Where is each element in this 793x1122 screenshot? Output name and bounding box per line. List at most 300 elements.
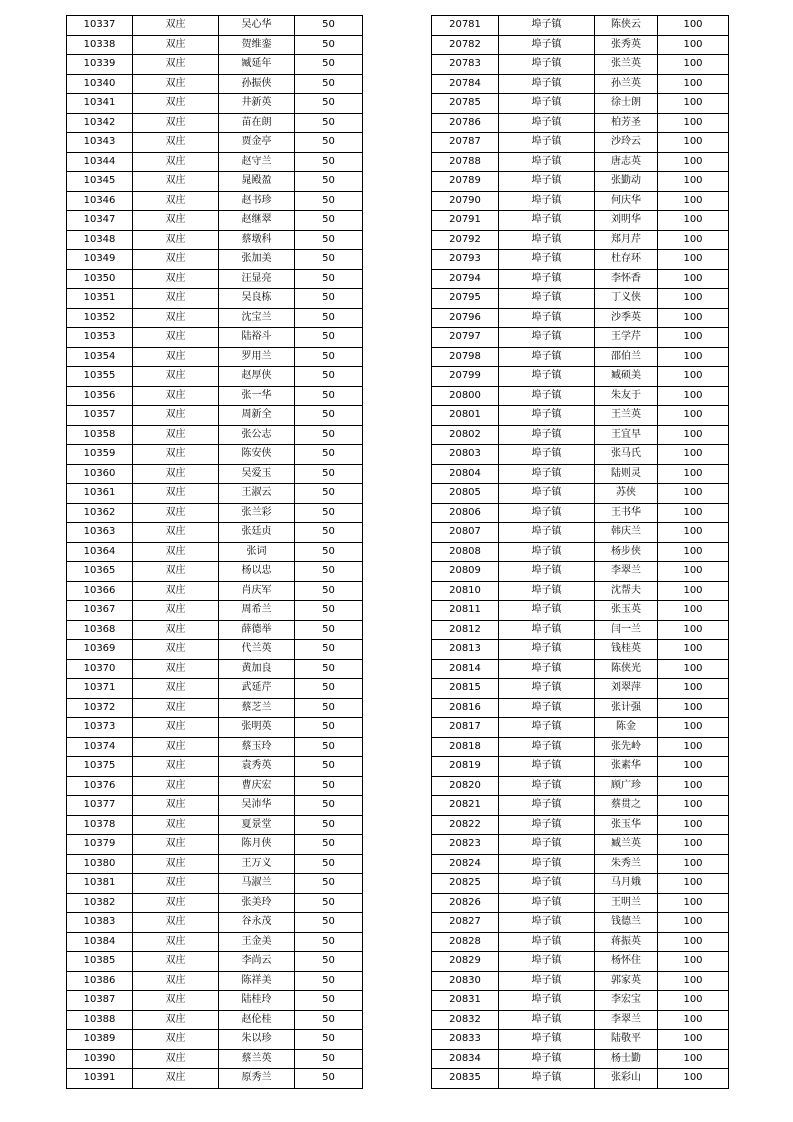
table-row	[432, 932, 729, 952]
table-row	[67, 718, 363, 738]
id-cell: 20783	[432, 55, 499, 75]
table-row	[432, 601, 729, 621]
id-cell: 10369	[67, 640, 133, 660]
town-cell: 双庄	[133, 1010, 219, 1030]
id-cell: 20795	[432, 289, 499, 309]
id-cell: 10339	[67, 55, 133, 75]
name-cell: 沈帮夫	[595, 581, 658, 601]
table-row	[432, 542, 729, 562]
name-cell: 臧延年	[219, 55, 295, 75]
id-cell: 10343	[67, 133, 133, 153]
town-cell: 埠子镇	[499, 1049, 595, 1069]
town-cell: 埠子镇	[499, 113, 595, 133]
town-cell: 埠子镇	[499, 74, 595, 94]
id-cell: 10357	[67, 406, 133, 426]
table-row	[67, 640, 363, 660]
left-roster-table	[66, 15, 363, 1089]
id-cell: 10337	[67, 16, 133, 36]
table-row	[432, 133, 729, 153]
town-cell: 埠子镇	[499, 932, 595, 952]
table-row	[432, 289, 729, 309]
table-row	[432, 874, 729, 894]
amount-cell: 100	[658, 932, 729, 952]
town-cell: 双庄	[133, 74, 219, 94]
amount-cell: 100	[658, 620, 729, 640]
name-cell: 晁殿盈	[219, 172, 295, 192]
name-cell: 何庆华	[595, 191, 658, 211]
name-cell: 张一华	[219, 386, 295, 406]
town-cell: 埠子镇	[499, 328, 595, 348]
amount-cell: 100	[658, 542, 729, 562]
name-cell: 王学芹	[595, 328, 658, 348]
amount-cell: 100	[658, 328, 729, 348]
table-row	[432, 425, 729, 445]
town-cell: 埠子镇	[499, 464, 595, 484]
amount-cell: 100	[658, 718, 729, 738]
name-cell: 罗用兰	[219, 347, 295, 367]
name-cell: 杨怀住	[595, 952, 658, 972]
name-cell: 吴沛华	[219, 796, 295, 816]
town-cell: 双庄	[133, 874, 219, 894]
id-cell: 20802	[432, 425, 499, 445]
id-cell: 20816	[432, 698, 499, 718]
table-row	[432, 737, 729, 757]
id-cell: 10364	[67, 542, 133, 562]
name-cell: 张素华	[595, 757, 658, 777]
amount-cell: 100	[658, 211, 729, 231]
table-row	[432, 250, 729, 270]
name-cell: 臧硕美	[595, 367, 658, 387]
name-cell: 李怀香	[595, 269, 658, 289]
id-cell: 20791	[432, 211, 499, 231]
table-row	[67, 35, 363, 55]
amount-cell: 100	[658, 16, 729, 36]
amount-cell: 50	[295, 835, 363, 855]
amount-cell: 50	[295, 133, 363, 153]
town-cell: 埠子镇	[499, 172, 595, 192]
table-row	[432, 991, 729, 1011]
id-cell: 10372	[67, 698, 133, 718]
name-cell: 袁秀英	[219, 757, 295, 777]
amount-cell: 100	[658, 347, 729, 367]
town-cell: 埠子镇	[499, 893, 595, 913]
amount-cell: 100	[658, 94, 729, 114]
amount-cell: 100	[658, 562, 729, 582]
table-row	[432, 1069, 729, 1089]
id-cell: 10385	[67, 952, 133, 972]
id-cell: 10381	[67, 874, 133, 894]
table-row	[67, 211, 363, 231]
id-cell: 20810	[432, 581, 499, 601]
id-cell: 20796	[432, 308, 499, 328]
town-cell: 双庄	[133, 737, 219, 757]
id-cell: 20787	[432, 133, 499, 153]
name-cell: 王兰英	[595, 406, 658, 426]
table-row	[67, 74, 363, 94]
table-row	[67, 874, 363, 894]
amount-cell: 50	[295, 328, 363, 348]
amount-cell: 50	[295, 796, 363, 816]
table-row	[67, 328, 363, 348]
table-row	[67, 191, 363, 211]
table-row	[67, 952, 363, 972]
table-row	[67, 55, 363, 75]
table-row	[432, 698, 729, 718]
table-row	[432, 640, 729, 660]
name-cell: 曹庆宏	[219, 776, 295, 796]
id-cell: 20828	[432, 932, 499, 952]
name-cell: 沙季英	[595, 308, 658, 328]
town-cell: 埠子镇	[499, 523, 595, 543]
id-cell: 10391	[67, 1069, 133, 1089]
id-cell: 10342	[67, 113, 133, 133]
table-row	[432, 211, 729, 231]
town-cell: 埠子镇	[499, 698, 595, 718]
name-cell: 杜存环	[595, 250, 658, 270]
amount-cell: 50	[295, 991, 363, 1011]
table-row	[67, 503, 363, 523]
amount-cell: 100	[658, 971, 729, 991]
id-cell: 20786	[432, 113, 499, 133]
town-cell: 埠子镇	[499, 757, 595, 777]
id-cell: 10347	[67, 211, 133, 231]
town-cell: 埠子镇	[499, 250, 595, 270]
name-cell: 原秀兰	[219, 1069, 295, 1089]
town-cell: 双庄	[133, 35, 219, 55]
town-cell: 埠子镇	[499, 952, 595, 972]
town-cell: 埠子镇	[499, 230, 595, 250]
name-cell: 苏侠	[595, 484, 658, 504]
amount-cell: 50	[295, 269, 363, 289]
amount-cell: 50	[295, 581, 363, 601]
town-cell: 双庄	[133, 893, 219, 913]
name-cell: 吴良栋	[219, 289, 295, 309]
town-cell: 双庄	[133, 562, 219, 582]
table-row	[432, 815, 729, 835]
id-cell: 10365	[67, 562, 133, 582]
amount-cell: 50	[295, 815, 363, 835]
id-cell: 10370	[67, 659, 133, 679]
name-cell: 黄加良	[219, 659, 295, 679]
name-cell: 蔡芝兰	[219, 698, 295, 718]
table-row	[432, 484, 729, 504]
town-cell: 双庄	[133, 971, 219, 991]
table-row	[432, 913, 729, 933]
name-cell: 周希兰	[219, 601, 295, 621]
amount-cell: 100	[658, 1030, 729, 1050]
name-cell: 蔡贯之	[595, 796, 658, 816]
name-cell: 肖庆军	[219, 581, 295, 601]
amount-cell: 100	[658, 133, 729, 153]
id-cell: 10386	[67, 971, 133, 991]
amount-cell: 100	[658, 74, 729, 94]
amount-cell: 100	[658, 757, 729, 777]
id-cell: 20799	[432, 367, 499, 387]
table-row	[67, 1069, 363, 1089]
table-row	[432, 503, 729, 523]
name-cell: 杨步侠	[595, 542, 658, 562]
id-cell: 10341	[67, 94, 133, 114]
town-cell: 双庄	[133, 757, 219, 777]
id-cell: 10360	[67, 464, 133, 484]
id-cell: 20820	[432, 776, 499, 796]
name-cell: 蔡玉玲	[219, 737, 295, 757]
table-row	[432, 367, 729, 387]
id-cell: 20803	[432, 445, 499, 465]
id-cell: 20804	[432, 464, 499, 484]
id-cell: 20823	[432, 835, 499, 855]
town-cell: 埠子镇	[499, 445, 595, 465]
amount-cell: 50	[295, 289, 363, 309]
amount-cell: 100	[658, 1049, 729, 1069]
table-row	[67, 659, 363, 679]
table-row	[67, 308, 363, 328]
id-cell: 20817	[432, 718, 499, 738]
amount-cell: 50	[295, 601, 363, 621]
table-row	[432, 191, 729, 211]
amount-cell: 100	[658, 308, 729, 328]
table-row	[432, 835, 729, 855]
town-cell: 埠子镇	[499, 562, 595, 582]
amount-cell: 100	[658, 952, 729, 972]
id-cell: 10349	[67, 250, 133, 270]
name-cell: 薛德举	[219, 620, 295, 640]
amount-cell: 100	[658, 796, 729, 816]
table-row	[432, 581, 729, 601]
name-cell: 张秀英	[595, 35, 658, 55]
town-cell: 埠子镇	[499, 737, 595, 757]
name-cell: 钱桂英	[595, 640, 658, 660]
table-row	[67, 932, 363, 952]
town-cell: 双庄	[133, 659, 219, 679]
amount-cell: 50	[295, 172, 363, 192]
town-cell: 埠子镇	[499, 815, 595, 835]
town-cell: 双庄	[133, 640, 219, 660]
table-row	[432, 347, 729, 367]
table-row	[432, 113, 729, 133]
table-row	[67, 815, 363, 835]
id-cell: 20807	[432, 523, 499, 543]
amount-cell: 50	[295, 74, 363, 94]
town-cell: 双庄	[133, 991, 219, 1011]
amount-cell: 100	[658, 289, 729, 309]
id-cell: 10356	[67, 386, 133, 406]
name-cell: 李尚云	[219, 952, 295, 972]
id-cell: 20789	[432, 172, 499, 192]
table-row	[432, 16, 729, 36]
town-cell: 双庄	[133, 796, 219, 816]
town-cell: 埠子镇	[499, 640, 595, 660]
amount-cell: 100	[658, 464, 729, 484]
table-row	[67, 16, 363, 36]
town-cell: 双庄	[133, 542, 219, 562]
id-cell: 20825	[432, 874, 499, 894]
table-row	[67, 172, 363, 192]
id-cell: 10388	[67, 1010, 133, 1030]
table-row	[67, 620, 363, 640]
town-cell: 埠子镇	[499, 191, 595, 211]
amount-cell: 100	[658, 386, 729, 406]
amount-cell: 100	[658, 191, 729, 211]
name-cell: 李翠兰	[595, 1010, 658, 1030]
id-cell: 20784	[432, 74, 499, 94]
table-row	[67, 94, 363, 114]
amount-cell: 100	[658, 815, 729, 835]
amount-cell: 50	[295, 1030, 363, 1050]
name-cell: 张彩山	[595, 1069, 658, 1089]
amount-cell: 50	[295, 913, 363, 933]
id-cell: 20834	[432, 1049, 499, 1069]
table-row	[432, 679, 729, 699]
name-cell: 朱友于	[595, 386, 658, 406]
table-row	[432, 796, 729, 816]
amount-cell: 50	[295, 971, 363, 991]
amount-cell: 50	[295, 776, 363, 796]
id-cell: 10348	[67, 230, 133, 250]
town-cell: 双庄	[133, 503, 219, 523]
amount-cell: 50	[295, 542, 363, 562]
id-cell: 20801	[432, 406, 499, 426]
table-row	[67, 971, 363, 991]
name-cell: 朱秀兰	[595, 854, 658, 874]
table-row	[432, 562, 729, 582]
name-cell: 陈侠光	[595, 659, 658, 679]
id-cell: 20835	[432, 1069, 499, 1089]
table-row	[432, 172, 729, 192]
id-cell: 10346	[67, 191, 133, 211]
town-cell: 埠子镇	[499, 425, 595, 445]
id-cell: 20793	[432, 250, 499, 270]
id-cell: 10351	[67, 289, 133, 309]
name-cell: 谷永茂	[219, 913, 295, 933]
id-cell: 10366	[67, 581, 133, 601]
id-cell: 20782	[432, 35, 499, 55]
table-row	[67, 796, 363, 816]
table-row	[432, 776, 729, 796]
town-cell: 双庄	[133, 133, 219, 153]
town-cell: 双庄	[133, 484, 219, 504]
name-cell: 唐志英	[595, 152, 658, 172]
amount-cell: 100	[658, 581, 729, 601]
id-cell: 20806	[432, 503, 499, 523]
amount-cell: 100	[658, 835, 729, 855]
table-row	[432, 893, 729, 913]
amount-cell: 100	[658, 854, 729, 874]
table-row	[67, 133, 363, 153]
town-cell: 双庄	[133, 113, 219, 133]
table-row	[67, 1030, 363, 1050]
amount-cell: 100	[658, 679, 729, 699]
id-cell: 20815	[432, 679, 499, 699]
id-cell: 20800	[432, 386, 499, 406]
table-row	[432, 757, 729, 777]
table-row	[432, 1010, 729, 1030]
amount-cell: 100	[658, 172, 729, 192]
amount-cell: 50	[295, 640, 363, 660]
town-cell: 双庄	[133, 211, 219, 231]
town-cell: 埠子镇	[499, 1069, 595, 1089]
name-cell: 臧兰英	[595, 835, 658, 855]
name-cell: 郭家英	[595, 971, 658, 991]
amount-cell: 100	[658, 893, 729, 913]
table-row	[67, 386, 363, 406]
name-cell: 井新英	[219, 94, 295, 114]
town-cell: 双庄	[133, 581, 219, 601]
town-cell: 埠子镇	[499, 581, 595, 601]
name-cell: 丁义侠	[595, 289, 658, 309]
table-row	[67, 913, 363, 933]
town-cell: 双庄	[133, 835, 219, 855]
id-cell: 10359	[67, 445, 133, 465]
town-cell: 双庄	[133, 1049, 219, 1069]
amount-cell: 50	[295, 230, 363, 250]
amount-cell: 50	[295, 718, 363, 738]
name-cell: 李宏宝	[595, 991, 658, 1011]
name-cell: 周新全	[219, 406, 295, 426]
town-cell: 埠子镇	[499, 1030, 595, 1050]
amount-cell: 100	[658, 874, 729, 894]
id-cell: 10376	[67, 776, 133, 796]
name-cell: 钱德兰	[595, 913, 658, 933]
name-cell: 蒋振英	[595, 932, 658, 952]
town-cell: 双庄	[133, 386, 219, 406]
table-row	[67, 269, 363, 289]
town-cell: 双庄	[133, 815, 219, 835]
town-cell: 埠子镇	[499, 211, 595, 231]
table-row	[67, 230, 363, 250]
name-cell: 孙兰英	[595, 74, 658, 94]
name-cell: 陈祥美	[219, 971, 295, 991]
table-row	[67, 757, 363, 777]
name-cell: 陈安侠	[219, 445, 295, 465]
id-cell: 10350	[67, 269, 133, 289]
town-cell: 埠子镇	[499, 1010, 595, 1030]
amount-cell: 50	[295, 503, 363, 523]
name-cell: 陈侠云	[595, 16, 658, 36]
town-cell: 双庄	[133, 172, 219, 192]
table-row	[432, 308, 729, 328]
town-cell: 双庄	[133, 425, 219, 445]
name-cell: 王金美	[219, 932, 295, 952]
town-cell: 双庄	[133, 1030, 219, 1050]
town-cell: 双庄	[133, 269, 219, 289]
table-row	[67, 1049, 363, 1069]
amount-cell: 100	[658, 55, 729, 75]
town-cell: 埠子镇	[499, 659, 595, 679]
amount-cell: 50	[295, 1049, 363, 1069]
town-cell: 埠子镇	[499, 503, 595, 523]
town-cell: 双庄	[133, 367, 219, 387]
table-row	[432, 74, 729, 94]
id-cell: 10390	[67, 1049, 133, 1069]
amount-cell: 50	[295, 1010, 363, 1030]
id-cell: 20798	[432, 347, 499, 367]
id-cell: 20812	[432, 620, 499, 640]
town-cell: 双庄	[133, 854, 219, 874]
town-cell: 埠子镇	[499, 601, 595, 621]
amount-cell: 100	[658, 425, 729, 445]
name-cell: 刘明华	[595, 211, 658, 231]
table-row	[67, 601, 363, 621]
id-cell: 10345	[67, 172, 133, 192]
town-cell: 双庄	[133, 679, 219, 699]
name-cell: 赵厚侠	[219, 367, 295, 387]
table-row	[432, 523, 729, 543]
table-row	[432, 152, 729, 172]
amount-cell: 100	[658, 659, 729, 679]
amount-cell: 50	[295, 425, 363, 445]
town-cell: 埠子镇	[499, 347, 595, 367]
